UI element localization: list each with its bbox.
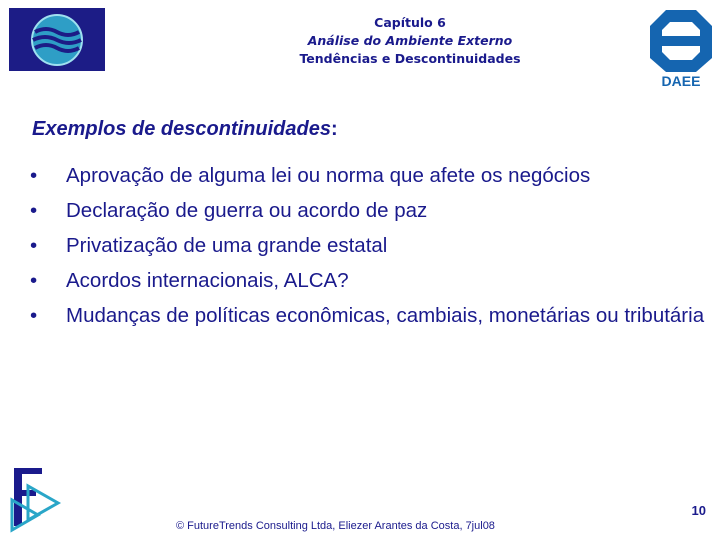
ft-arrow-icon (6, 462, 64, 534)
list-item (26, 228, 706, 263)
futuretrends-logo (6, 462, 64, 534)
list-item (26, 263, 706, 298)
list-item (26, 193, 706, 228)
list-item-text: Mudanças de políticas econômicas, cambiais, monetárias ou tributária (66, 304, 705, 327)
bullet-icon: • (30, 199, 38, 222)
footer-copyright: © FutureTrends Consulting Ltda, Eliezer Arantes da Costa, 7jul08 (176, 520, 495, 532)
list-item-text: Privatização de uma grande estatal (66, 234, 388, 257)
page-number: 10 (691, 503, 706, 518)
bullet-icon: • (30, 304, 38, 327)
bullet-icon: • (30, 234, 38, 257)
chapter-subtitle: Análise do Ambiente Externo (307, 33, 513, 48)
company-logo (9, 8, 105, 71)
list-item-text: Acordos internacionais, ALCA? (66, 269, 349, 292)
slide-title (32, 118, 338, 141)
list-item-text: Aprovação de alguma lei ou norma que afete os negócios (66, 164, 591, 187)
slide-title-text: Exemplos de descontinuidades (32, 118, 331, 140)
chapter-label: Capítulo 6 (374, 15, 446, 30)
daee-emblem-icon (646, 6, 716, 88)
list-item (26, 298, 706, 333)
bullet-icon: • (30, 164, 38, 187)
bullet-icon: • (30, 269, 38, 292)
list-item (26, 158, 706, 193)
daee-logo (646, 6, 716, 88)
daee-logo-text: DAEE (661, 73, 701, 88)
chapter-topic: Tendências e Descontinuidades (299, 51, 521, 66)
globe-wave-icon (9, 8, 105, 71)
bullet-list (26, 158, 706, 333)
list-item-text: Declaração de guerra ou acordo de paz (66, 199, 428, 222)
slide-header (250, 14, 570, 68)
slide-title-colon: : (330, 118, 338, 140)
